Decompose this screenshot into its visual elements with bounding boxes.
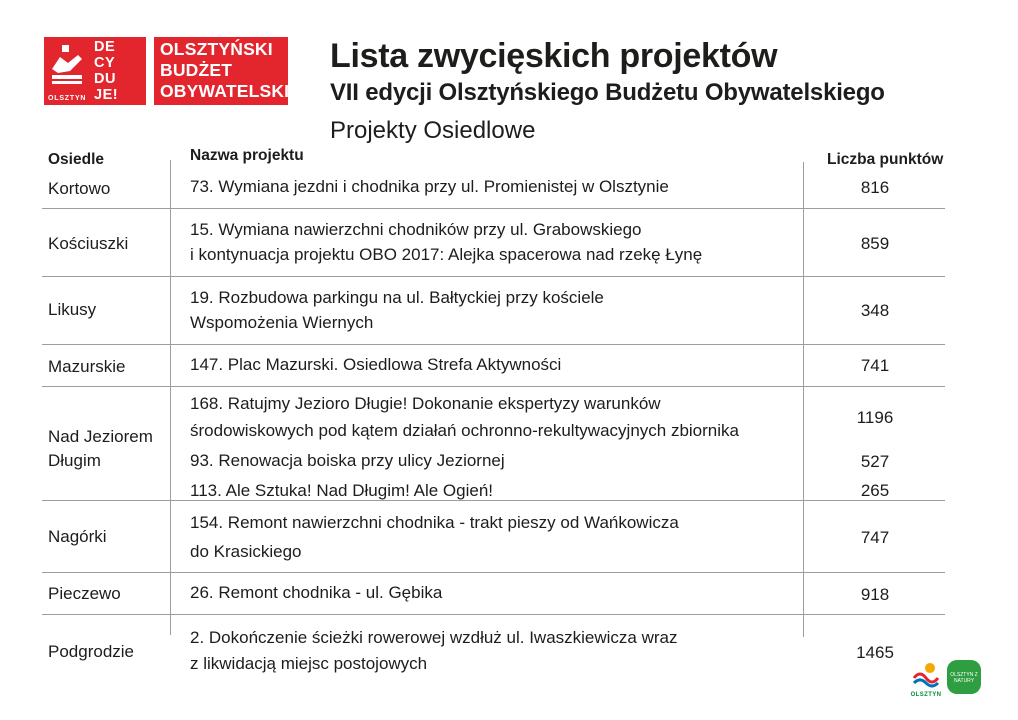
project-points: 265 <box>860 481 890 500</box>
district-podgrodzie: Podgrodzie <box>48 642 135 661</box>
district-pieczewo: Pieczewo <box>48 584 121 603</box>
person-reading-icon <box>48 43 88 87</box>
project-points: 348 <box>860 301 890 320</box>
page-title: Lista zwycięskich projektów <box>330 37 778 75</box>
row-divider <box>42 276 945 277</box>
decyduje-logo <box>44 37 146 105</box>
column-divider-left <box>170 160 171 635</box>
project-points: 747 <box>860 528 890 547</box>
project-points: 859 <box>860 234 890 253</box>
project-name: 154. Remont nawierzchni chodnika - trakt pieszy od Wańkowicza <box>190 513 679 532</box>
district-kortowo: Kortowo <box>48 179 111 198</box>
project-name: Wspomożenia Wiernych <box>190 313 374 332</box>
project-points: 816 <box>860 178 890 197</box>
olsztyn-small-logo: OLSZTYN <box>908 660 944 698</box>
column-divider-right <box>803 162 804 637</box>
row-divider <box>42 572 945 573</box>
district-nad-jeziorem-dlugim: Długim <box>48 451 101 470</box>
section-title: Projekty Osiedlowe <box>330 117 536 144</box>
project-points: 1196 <box>856 408 894 427</box>
district-nad-jeziorem-dlugim: Nad Jeziorem <box>48 427 153 446</box>
header-district: Osiedle <box>48 151 104 168</box>
page-subtitle: VII edycji Olsztyńskiego Budżetu Obywatelskiego <box>330 79 885 106</box>
project-points: 918 <box>860 585 890 604</box>
project-name: i kontynuacja projektu OBO 2017: Alejka spacerowa nad rzekę Łynę <box>190 245 703 264</box>
project-name: środowiskowych pod kątem działań ochronno-rekultywacyjnych zbiornika <box>190 421 739 440</box>
project-name: 19. Rozbudowa parkingu na ul. Bałtyckiej przy kościele <box>190 288 604 307</box>
decyduje-text: DE CY DU JE! <box>94 39 119 103</box>
olsztyn-emblem-icon <box>908 660 944 688</box>
project-name: 93. Renowacja boiska przy ulicy Jeziornej <box>190 451 505 470</box>
row-divider <box>42 386 945 387</box>
district-mazurskie: Mazurskie <box>48 357 126 376</box>
row-divider <box>42 208 945 209</box>
header-points: Liczba punktów <box>827 151 944 168</box>
project-name: 26. Remont chodnika - ul. Gębika <box>190 583 443 602</box>
row-divider <box>42 614 945 615</box>
project-name: z likwidacją miejsc postojowych <box>190 654 428 673</box>
project-points: 1465 <box>856 643 894 662</box>
project-name: 113. Ale Sztuka! Nad Długim! Ale Ogień! <box>190 481 494 500</box>
header-project: Nazwa projektu <box>190 147 304 164</box>
project-name: do Krasickiego <box>190 542 302 561</box>
project-name: 147. Plac Mazurski. Osiedlowa Strefa Aktywności <box>190 355 562 374</box>
district-kosciuszki: Kościuszki <box>48 234 129 253</box>
budget-logo: OLSZTYŃSKI BUDŻET OBYWATELSKI <box>154 37 288 105</box>
project-name: 73. Wymiana jezdni i chodnika przy ul. Promienistej w Olsztynie <box>190 177 669 196</box>
project-name: 168. Ratujmy Jezioro Długie! Dokonanie ekspertyzy warunków <box>190 394 661 413</box>
district-likusy: Likusy <box>48 300 97 319</box>
district-nagorki: Nagórki <box>48 527 107 546</box>
project-points: 741 <box>860 356 890 375</box>
green-badge-logo: OLSZTYN Z NATURY <box>947 660 981 694</box>
row-divider <box>42 344 945 345</box>
decyduje-city: OLSZTYN <box>48 95 87 102</box>
project-name: 2. Dokończenie ścieżki rowerowej wzdłuż ul. Iwaszkiewicza wraz <box>190 628 678 647</box>
project-name: 15. Wymiana nawierzchni chodników przy ul. Grabowskiego <box>190 220 642 239</box>
project-points: 527 <box>860 452 890 471</box>
